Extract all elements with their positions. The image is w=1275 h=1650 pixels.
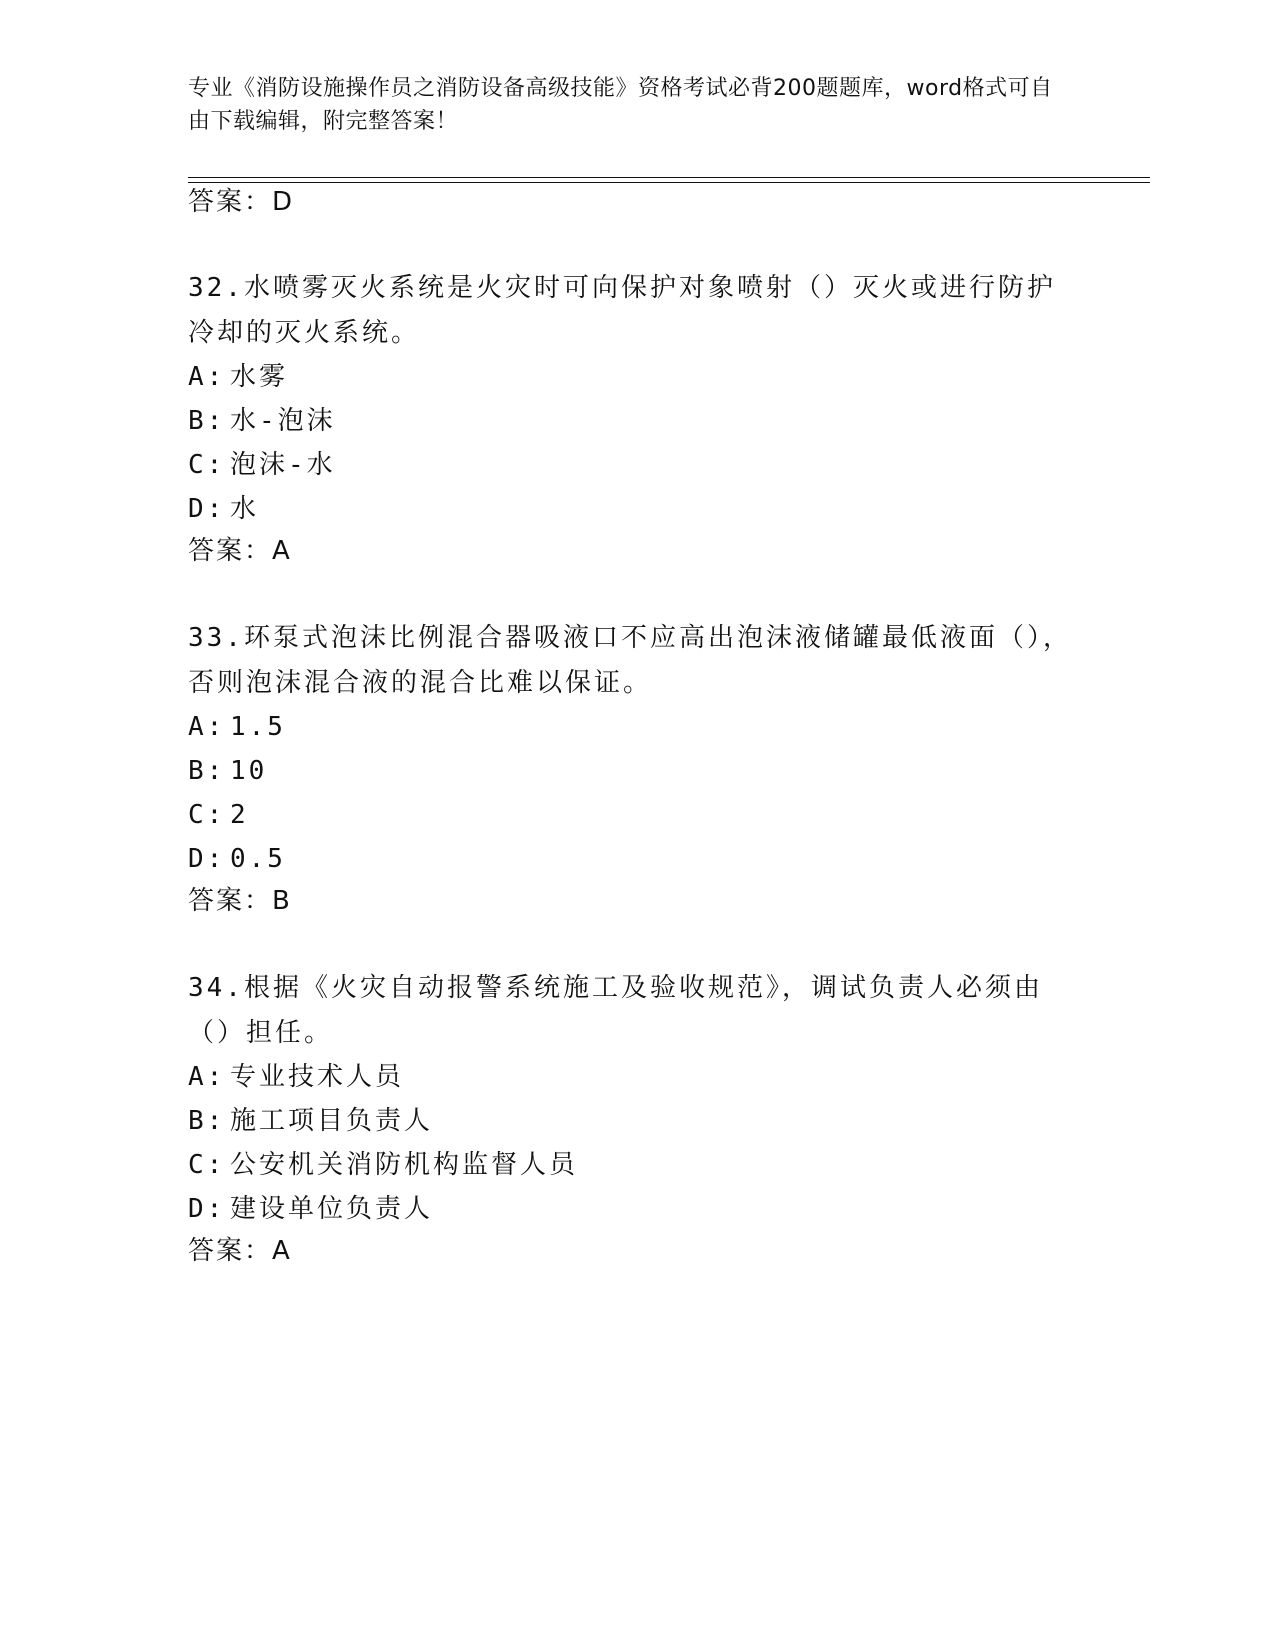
option-c: [188, 798, 249, 832]
document-header: 专业《消防设施操作员之消防设备高级技能》资格考试必背200题题库，word格式可自由下载编辑，附完整答案！: [188, 76, 1053, 134]
answer-label: 答案：: [188, 886, 273, 916]
answer-label: 答案：: [188, 1236, 273, 1266]
option-text: 水雾: [230, 362, 289, 392]
option-d: [188, 842, 286, 876]
answer-value: A: [272, 1236, 291, 1266]
option-text: 水: [230, 494, 260, 524]
header-divider-bottom: [188, 182, 1150, 183]
option-a: [188, 710, 286, 744]
answer-line: [188, 1234, 291, 1268]
answer-value: A: [272, 536, 291, 566]
answer-label: 答案：: [188, 187, 273, 217]
header-divider-top: [188, 177, 1150, 178]
answer-value: B: [272, 886, 291, 916]
option-key: D:: [188, 844, 226, 874]
answer-line: [188, 884, 291, 918]
question-stem: 32.水喷雾灭火系统是火灾时可向保护对象喷射（）灭火或进行防护冷却的灭火系统。: [188, 273, 1056, 348]
option-b: [188, 404, 336, 438]
option-key: A:: [188, 362, 226, 392]
option-text: 泡沫-水: [230, 450, 336, 480]
question-stem: 34.根据《火灾自动报警系统施工及验收规范》，调试负责人必须由（）担任。: [188, 973, 1043, 1048]
question-stem: 33.环泵式泡沫比例混合器吸液口不应高出泡沫液储罐最低液面（），否则泡沫混合液的混合比难以保证。: [188, 623, 1072, 698]
option-key: B:: [188, 406, 226, 436]
option-text: 建设单位负责人: [230, 1194, 434, 1224]
option-text: 2: [230, 800, 249, 830]
option-a: [188, 360, 288, 394]
option-text: 10: [230, 756, 268, 786]
answer-line: [188, 534, 291, 568]
option-key: A:: [188, 712, 226, 742]
option-key: B:: [188, 756, 226, 786]
answer-line: [188, 185, 293, 219]
option-key: C:: [188, 1150, 226, 1180]
option-b: [188, 1104, 433, 1138]
option-key: A:: [188, 1062, 226, 1092]
option-c: [188, 448, 336, 482]
option-key: C:: [188, 450, 226, 480]
option-text: 1.5: [230, 712, 286, 742]
option-d: [188, 1192, 433, 1226]
option-text: 公安机关消防机构监督人员: [230, 1150, 579, 1180]
option-text: 水-泡沫: [230, 406, 336, 436]
option-d: [188, 492, 259, 526]
option-key: C:: [188, 800, 226, 830]
option-a: [188, 1060, 404, 1094]
answer-label: 答案：: [188, 536, 273, 566]
option-key: B:: [188, 1106, 226, 1136]
option-b: [188, 754, 267, 788]
option-text: 0.5: [230, 844, 286, 874]
option-key: D:: [188, 1194, 226, 1224]
option-c: [188, 1148, 578, 1182]
option-key: D:: [188, 494, 226, 524]
answer-value: D: [272, 187, 294, 217]
option-text: 施工项目负责人: [230, 1106, 434, 1136]
option-text: 专业技术人员: [230, 1062, 405, 1092]
